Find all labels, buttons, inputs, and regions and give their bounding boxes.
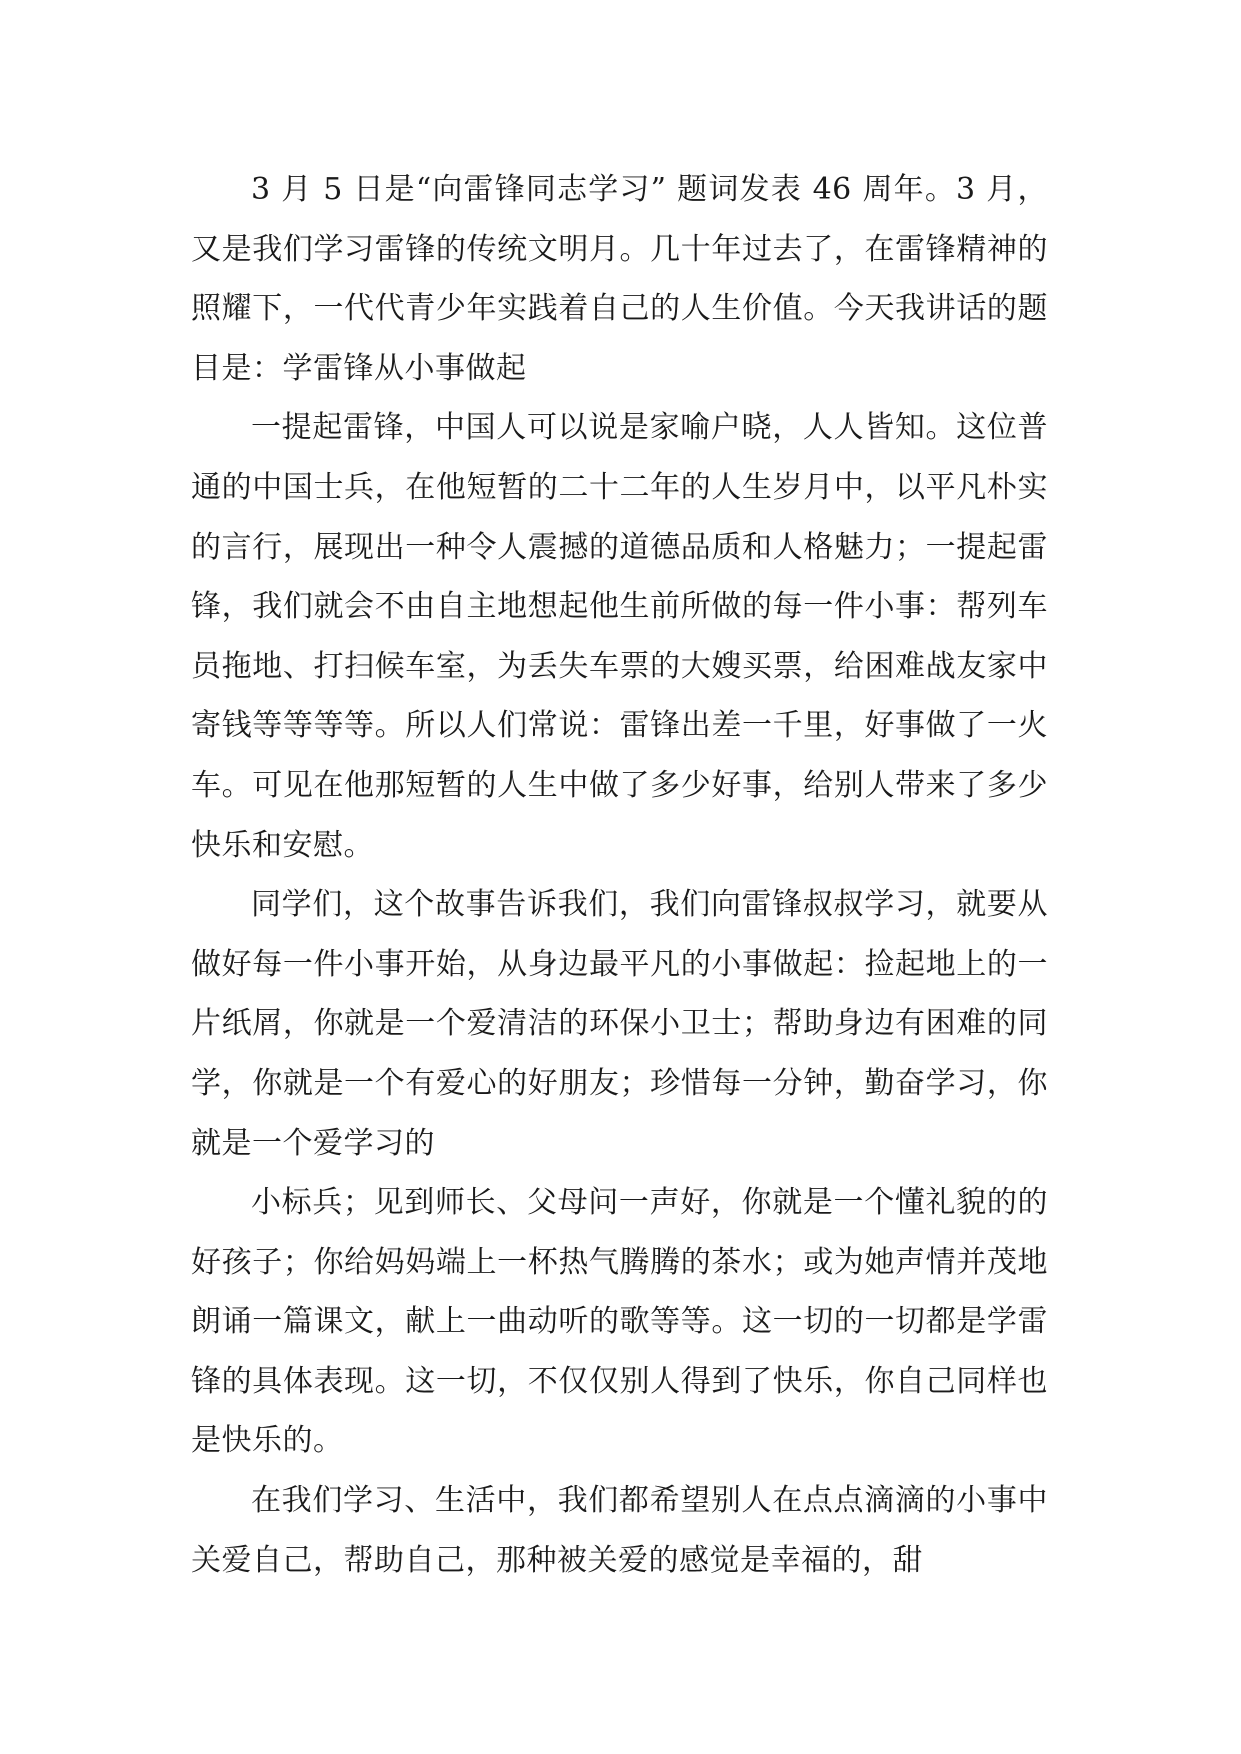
- document-body: [191, 160, 1048, 1590]
- paragraph-leifeng-deeds: 一提起雷锋，中国人可以说是家喻户晓，人人皆知。这位普通的中国士兵，在他短暂的二十二年的人生岁月中，以平凡朴实的言行，展现出一种令人震撼的道德品质和人格魅力；一提起雷锋，我们就会不由自主地想起他生前所做的每一件小事：帮列车员拖地、打扫候车室，为丢失车票的大嫂买票，给困难战友家中寄钱等等等等。所以人们常说：雷锋出差一千里，好事做了一火车。可见在他那短暂的人生中做了多少好事，给别人带来了多少快乐和安慰。: [191, 410, 1048, 863]
- paragraph-examples: 小标兵；见到师长、父母问一声好，你就是一个懂礼貌的的好孩子；你给妈妈端上一杯热气腾腾的茶水；或为她声情并茂地朗诵一篇课文，献上一曲动听的歌等等。这一切的一切都是学雷锋的具体表现。这一切，不仅仅别人得到了快乐，你自己同样也是快乐的。: [191, 1185, 1048, 1459]
- paragraph-closing: 在我们学习、生活中，我们都希望别人在点点滴滴的小事中关爱自己，帮助自己，那种被关爱的感觉是幸福的，甜: [191, 1483, 1048, 1578]
- paragraph-lesson: 同学们，这个故事告诉我们，我们向雷锋叔叔学习，就要从做好每一件小事开始，从身边最平凡的小事做起：捡起地上的一片纸屑，你就是一个爱清洁的环保小卫士；帮助身边有困难的同学，你就是一个有爱心的好朋友；珍惜每一分钟，勤奋学习，你就是一个爱学习的: [191, 887, 1048, 1161]
- paragraph-intro: 3 月 5 日是“向雷锋同志学习” 题词发表 46 周年。3 月，又是我们学习雷锋的传统文明月。几十年过去了，在雷锋精神的照耀下，一代代青少年实践着自己的人生价值。今天我讲话的题目是：学雷锋从小事做起: [191, 172, 1048, 386]
